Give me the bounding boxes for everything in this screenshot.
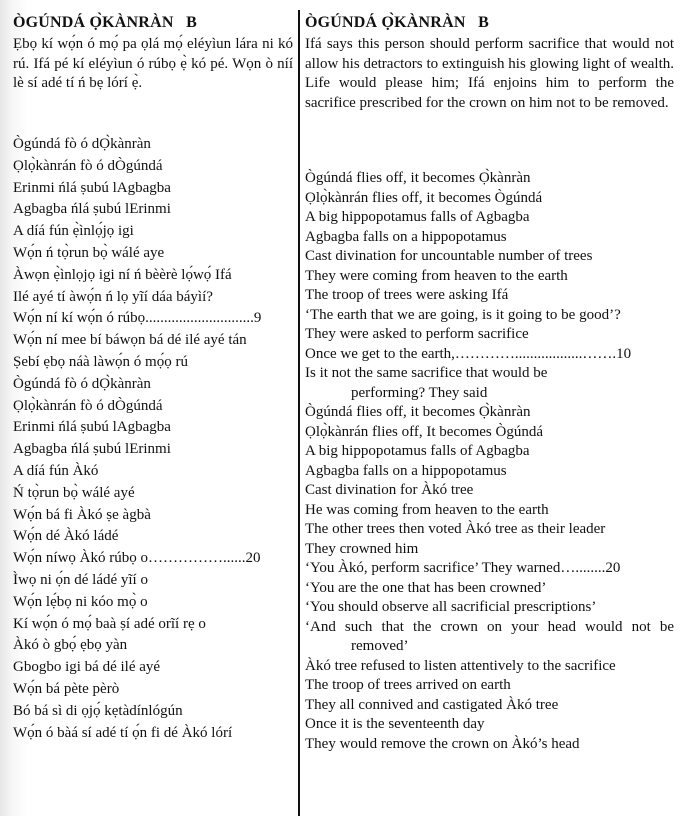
- verse-line: Wọ́n ní mee bí báwọn bá dé ilé ayé tán: [13, 332, 247, 349]
- verse-text: Ògúndá flies off, it becomes Ọ̀kànràn: [305, 404, 531, 420]
- verse-continuation: removed’: [351, 638, 409, 654]
- english-heading: ÒGÚNDÁ Ọ̀KÀNRÀN B: [305, 14, 490, 31]
- verse-text: Once we get to the earth,…………..................…….10: [305, 345, 632, 362]
- verse-text: ‘And such that the crown on your head would not be: [305, 618, 674, 635]
- verse-line: [305, 696, 674, 716]
- verse-line: [305, 208, 674, 228]
- verse-line: [305, 325, 674, 345]
- verse-text: ‘You are the one that has been crowned’: [305, 579, 547, 596]
- verse-line: Ọlọ̀kànrán fò ó dÒgúndá: [13, 157, 163, 174]
- verse-line: Wọ́n dé Àkó ládé: [13, 528, 119, 545]
- english-intro: Ifá says this person should perform sacrifice that would not allow his detractors to extinguish his glowing light of wealth. Life would please him; Ifá enjoins him to perform the sacrifice prescribed for the crown on him not to be removed.: [305, 36, 674, 111]
- verse-line: Agbagba ńlá ṣubú lErinmi: [13, 441, 171, 458]
- verse-line: [305, 676, 674, 696]
- verse-text: Ọlọ̀kànrán flies off, It becomes Ògúndá: [305, 423, 543, 440]
- verse-line: [305, 735, 674, 755]
- verse-line: Wọ́n bá fi Àkó ṣe àgbà: [13, 506, 151, 523]
- verse-line: [305, 364, 674, 403]
- verse-text: Àkó tree refused to listen attentively to the sacrifice: [305, 657, 616, 674]
- verse-line: Ilé ayé tí àwọ́n ń lọ yĩí dáa báyìí?: [13, 288, 213, 305]
- verse-line: A díá fún Àkó: [13, 462, 99, 479]
- verse-line: Àkó ò gbọ́ ẹbọ yàn: [13, 637, 128, 654]
- yoruba-heading: ÒGÚNDÁ Ọ̀KÀNRÀN B: [13, 14, 198, 31]
- verse-text: Cast divination for Àkó tree: [305, 482, 474, 498]
- verse-line: [305, 559, 674, 579]
- verse-text: The troop of trees arrived on earth: [305, 677, 511, 693]
- verse-text: ‘You should observe all sacrificial prescriptions’: [305, 599, 597, 615]
- verse-continuation: performing? They said: [351, 384, 488, 401]
- verse-line: [305, 579, 674, 599]
- verse-line: [305, 169, 674, 189]
- english-verses: [305, 169, 674, 754]
- verse-text: He was coming from heaven to the earth: [305, 501, 549, 518]
- verse-line: [305, 501, 674, 521]
- verse-text: Ọlọ̀kànrán flies off, it becomes Ògúndá: [305, 189, 543, 206]
- verse-text: A big hippopotamus falls of Agbagba: [305, 443, 530, 459]
- verse-line: [305, 247, 674, 267]
- verse-line: Bó bá sì di ọjọ́ kẹtàdínlógún: [13, 702, 183, 719]
- verse-line: [305, 462, 674, 482]
- verse-line: Wọ́n níwọ Àkó rúbọ o……………......20: [13, 550, 261, 567]
- verse-line: [305, 267, 674, 287]
- yoruba-verses: [13, 134, 261, 744]
- verse-line: Erinmi ńlá ṣubú lAgbagba: [13, 419, 171, 436]
- verse-line: [305, 442, 674, 462]
- verse-line: Kí wọ́n ó mọ́ baà ṣí adé orĩí rẹ o: [13, 615, 206, 632]
- verse-line: Àwọn ẹ̀ìnlọjọ igi ní ń bèèrè lọ́wọ́ Ifá: [13, 266, 232, 283]
- verse-text: ‘The earth that we are going, is it going to be good’?: [305, 306, 621, 323]
- verse-text: Is it not the same sacrifice that would be: [305, 365, 548, 381]
- verse-line: [305, 715, 674, 735]
- verse-line: Ń tọ̀run bọ̀ wálé ayé: [13, 484, 135, 501]
- verse-line: A díá fún ẹ̀ìnlọ́jọ igi: [13, 223, 134, 240]
- verse-line: Ọlọ̀kànrán fò ó dÒgúndá: [13, 397, 163, 414]
- verse-text: They would remove the crown on Àkó’s head: [305, 735, 580, 752]
- verse-text: Ògúndá flies off, it becomes Ọ̀kànràn: [305, 170, 531, 186]
- verse-text: The other trees then voted Àkó tree as their leader: [305, 521, 606, 537]
- verse-line: [305, 286, 674, 306]
- verse-line: Gbogbo igi bá dé ilé ayé: [13, 659, 161, 676]
- verse-line: Ìwọ ni ọ́n dé ládé yĩí o: [13, 571, 148, 588]
- verse-text: The troop of trees were asking Ifá: [305, 287, 509, 303]
- verse-line: [305, 306, 674, 326]
- verse-line: [305, 423, 674, 443]
- verse-line: [305, 228, 674, 248]
- verse-line: Wọ́n ó bàá sí adé tí ọ́n fi dé Àkó lórí: [13, 724, 233, 741]
- verse-line: [305, 520, 674, 540]
- verse-line: [305, 481, 674, 501]
- verse-line: [305, 189, 674, 209]
- verse-text: They all connived and castigated Àkó tree: [305, 696, 559, 713]
- verse-line: Wọ́n ń tọ̀run bọ̀ wálé aye: [13, 244, 165, 261]
- verse-text: A big hippopotamus falls of Agbagba: [305, 209, 530, 225]
- verse-line: [305, 618, 674, 657]
- verse-line: Agbagba ńlá ṣubú lErinmi: [13, 201, 171, 218]
- verse-line: Wọ́n lẹ́bọ ni kóo mọ̀ o: [13, 593, 148, 610]
- verse-line: [305, 598, 674, 618]
- verse-line: Ògúndá fò ó dỌ̀kànràn: [13, 375, 151, 392]
- verse-text: They were coming from heaven to the earth: [305, 267, 568, 284]
- column-divider: [298, 10, 300, 816]
- verse-line: Ṣebí ẹbọ náà làwọ́n ó mọ́ọ rú: [13, 353, 188, 370]
- verse-text: Cast divination for uncountable number of trees: [305, 248, 593, 264]
- verse-line: [305, 540, 674, 560]
- verse-text: They were asked to perform sacrifice: [305, 326, 529, 342]
- verse-text: Once it is the seventeenth day: [305, 716, 485, 732]
- verse-line: Wọ́n ní kí wọ́n ó rúbọ.............................9: [13, 310, 262, 327]
- verse-line: Ògúndá fò ó dỌ̀kànràn: [13, 136, 151, 152]
- yoruba-intro: Ẹbọ kí wọ́n ó mọ́ pa ọlá mọ́ eléyìun lára ni kó rú. Ifá pé kí eléyìun ó rúbọ ẹ̀ kó pé. Wọn ò níí lè sí adé tí ń bẹ lórí ẹ̀.: [13, 36, 293, 91]
- verse-text: Agbagba falls on a hippopotamus: [305, 462, 507, 479]
- verse-text: They crowned him: [305, 540, 419, 557]
- verse-line: [305, 403, 674, 423]
- verse-line: [305, 657, 674, 677]
- verse-text: Agbagba falls on a hippopotamus: [305, 228, 507, 245]
- verse-line: Erinmi ńlá ṣubú lAgbagba: [13, 179, 171, 196]
- verse-line: [305, 345, 674, 365]
- verse-text: ‘You Àkó, perform sacrifice’ They warned…........20: [305, 560, 621, 576]
- verse-line: Wọ́n bá pète pèrò: [13, 680, 120, 697]
